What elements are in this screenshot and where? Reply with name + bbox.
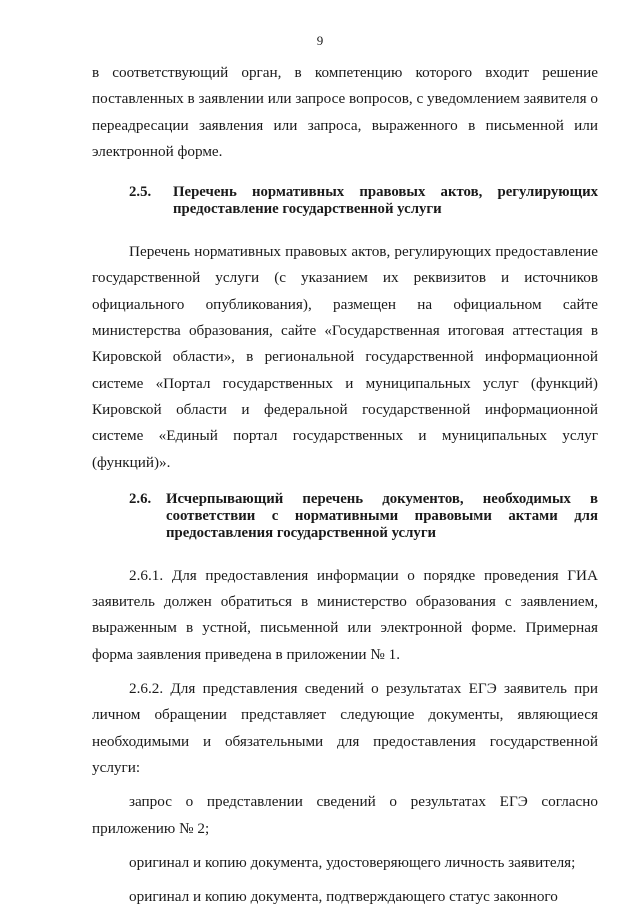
section-number: 2.6. xyxy=(129,490,152,507)
list-item-status-document: оригинал и копию документа, подтверждающего статус законного xyxy=(129,888,558,906)
list-item-identity-document: оригинал и копию документа, удостоверяющего личность заявителя; xyxy=(129,853,576,871)
section-number: 2.5. xyxy=(129,184,152,201)
paragraph-continuation: в соответствующий орган, в компетенцию которого входит решение поставленных в заявлении или запросе вопросов, с уведомлением заявителя о переадресации заявления или запроса, выраженного в письменной или электронной форме. xyxy=(92,64,598,160)
page-number: 9 xyxy=(316,33,324,48)
paragraph-legal-acts: Перечень нормативных правовых актов, регулирующих предоставление государственной услуги (с указанием их реквизитов и источников официального опубликования), размещен на официальном сайте министерства образования, сайте «Государственная итоговая аттестация в Кировской области», в региональной государственной информационной системе «Портал государственных и муниципальных услуг (функций) Кировской области и федеральной государственной информационной системе «Единый портал государственных и муниципальных услуг (функций)». xyxy=(92,243,598,471)
section-title: Перечень нормативных правовых актов, регулирующих предоставление государственной услуги xyxy=(173,184,598,218)
paragraph-2-6-2: 2.6.2. Для представления сведений о результатах ЕГЭ заявитель при личном обращении представляет следующие документы, являющиеся необходимыми и обязательными для предоставления государственной услуги: xyxy=(92,680,598,776)
page-content xyxy=(92,60,598,910)
list-item-request: запрос о представлении сведений о результатах ЕГЭ согласно приложению № 2; xyxy=(92,793,598,837)
paragraph-2-6-1: 2.6.1. Для предоставления информации о порядке проведения ГИА заявитель должен обратиться в министерство образования с заявлением, выраженным в устной, письменной или электронной форме. Примерная форма заявления приведена в приложении № 1. xyxy=(92,566,598,663)
section-heading-2-6 xyxy=(92,491,598,542)
section-title: Исчерпывающий перечень документов, необходимых в соответствии с нормативными правовыми актами для предоставления государственной услуги xyxy=(166,490,598,541)
section-heading-2-5 xyxy=(92,184,598,218)
